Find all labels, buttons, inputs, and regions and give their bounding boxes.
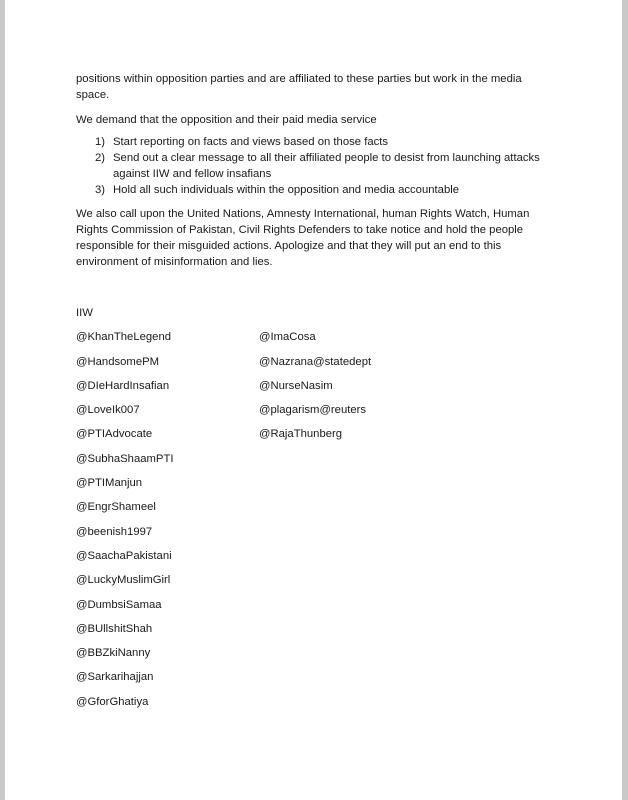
signatory-handle: @EngrShameel [76,501,156,514]
signatory-handle: @Sarkarihajjan [76,671,154,684]
signatory-handle: @SubhaShaamPTI [76,452,174,465]
signatory-handle: @RajaThunberg [259,428,343,441]
list-item [76,182,556,198]
signatories-right-column [259,329,371,450]
list-text: Send out a clear message to all their affiliated people to desist from launching attacks against IIW and fellow insafians [113,152,540,180]
paragraph-intro: positions within opposition parties and are affiliated to these parties but work in the media space. [76,73,522,101]
signatory-handle: @PTIManjun [76,477,143,490]
signatory-handle: @LoveIk007 [76,404,140,417]
signatory-handle: @SaachaPakistani [76,549,172,562]
signatory-handle: @DumbsiSamaa [76,598,162,611]
list-text: Start reporting on facts and views based on those facts [113,136,389,148]
list-text: Hold all such individuals within the opposition and media accountable [113,184,460,196]
signatory-handle: @BBZkiNanny [76,647,151,660]
signatory-handle: @Nazrana@statedept [259,355,372,368]
signatory-handle: @DIeHardInsafian [76,379,170,392]
page-edge-right [622,0,628,800]
list-item [76,134,556,150]
signatory-handle: @plagarism@reuters [259,404,367,417]
list-item [76,150,556,182]
signatory-handle: @KhanTheLegend [76,331,172,344]
signatory-name: IIW [76,307,93,319]
signatory-handle: @GforGhatiya [76,695,149,708]
signatory-handle: @NurseNasim [259,379,333,392]
signatory-handle: @beenish1997 [76,525,153,538]
document-body [76,71,556,270]
paragraph-demand-lead: We demand that the opposition and their paid media service [76,114,377,126]
demands-list [76,134,556,198]
signatory-handle: @HandsomePM [76,355,160,368]
signatory-handle: @ImaCosa [259,331,316,344]
list-number: 1) [95,136,106,148]
signatories-left-column [76,305,174,718]
page-edge-left [0,0,5,800]
paragraph-call-upon: We also call upon the United Nations, Amnesty International, human Rights Watch, Human Rights Commission of Pakistan, Civil Rights Defenders to take notice and hold the people responsible for their misguided actions. Apologize and that they will put an end to this environment of misinformation and lies. [76,208,530,268]
list-number: 2) [95,152,106,164]
signatory-handle: @BUllshitShah [76,622,153,635]
list-number: 3) [95,184,106,196]
signatory-handle: @LuckyMuslimGirl [76,574,171,587]
signatory-handle: @PTIAdvocate [76,428,153,441]
